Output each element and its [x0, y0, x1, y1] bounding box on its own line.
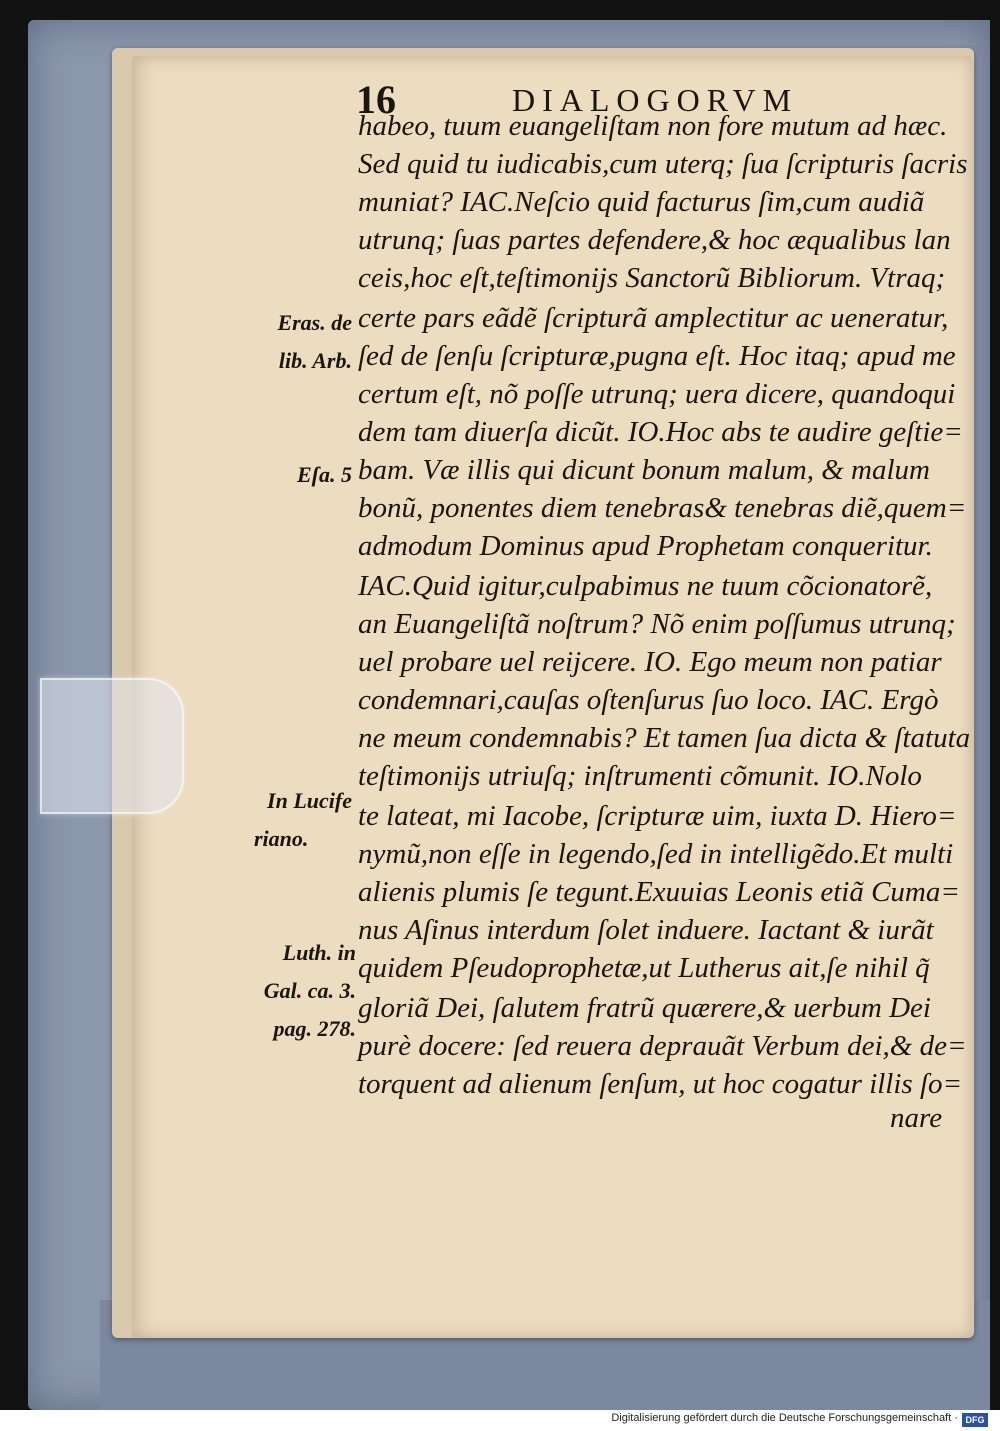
- text-line: ne meum condemnabis? Et tamen ſua dicta & ſtatuta: [358, 722, 971, 754]
- margin-note: lib. Arb.: [278, 348, 352, 373]
- text-line: ſed de ſenſu ſcripturæ,pugna eſt. Hoc itaq; apud me: [358, 340, 956, 372]
- running-head: DIALOGORVM: [512, 82, 799, 118]
- text-line: an Euangeliſtã noſtrum? Nõ enim poſſumus utrunq;: [358, 608, 956, 640]
- text-line: torquent ad alienum ſenſum, ut hoc cogatur illis ſo=: [358, 1068, 963, 1100]
- text-line: nus Aſinus interdum ſolet induere. Iactant & iurãt: [358, 914, 934, 946]
- text-line: bonũ, ponentes diem tenebras& tenebras diẽ,quem=: [358, 492, 967, 524]
- text-line: alienis plumis ſe tegunt.Exuuias Leonis etiã Cuma=: [358, 876, 960, 908]
- text-line: Sed quid tu iudicabis,cum uterq; ſua ſcripturis ſacris: [358, 148, 968, 180]
- text-line: utrunq; ſuas partes defendere,& hoc æqualibus lan: [358, 224, 951, 256]
- funding-notice: Digitalisierung gefördert durch die Deutsche Forschungsgemeinschaft ·: [611, 1412, 958, 1424]
- text-line: quidem Pſeudoprophetæ,ut Lutherus ait,ſe nihil q̃: [358, 952, 930, 984]
- text-line: admodum Dominus apud Prophetam conqueritur.: [358, 530, 933, 562]
- text-line: certe pars eãdẽ ſcripturã amplectitur ac ueneratur,: [358, 302, 949, 334]
- margin-note: Luth. in: [282, 940, 356, 965]
- text-line: condemnari,cauſas oſtenſurus ſuo loco. IAC. Ergò: [358, 684, 939, 716]
- margin-note: pag. 278.: [273, 1016, 356, 1041]
- text-line: uel probare uel reijcere. IO. Ego meum non patiar: [358, 646, 942, 678]
- margin-note: riano.: [254, 826, 309, 851]
- text-line: dem tam diuerſa dicũt. IO.Hoc abs te audire geſtie=: [358, 416, 963, 448]
- text-line: muniat? IAC.Neſcio quid facturus ſim,cum audiã: [358, 186, 925, 218]
- text-line: teſtimonijs utriuſq; inſtrumenti cõmunit. IO.Nolo: [358, 760, 922, 792]
- text-line: ceis,hoc eſt,teſtimonijs Sanctorũ Bibliorum. Vtraq;: [358, 262, 946, 294]
- catchword: nare: [890, 1102, 943, 1134]
- text-line: gloriã Dei, ſalutem fratrũ quærere,& uerbum Dei: [358, 992, 931, 1024]
- margin-note: Gal. ca. 3.: [263, 978, 356, 1003]
- margin-note: Eras. de: [277, 310, 352, 335]
- text-line: nymũ,non eſſe in legendo,ſed in intelligẽdo.Et multi: [358, 838, 954, 870]
- text-line: te lateat, mi Iacobe, ſcripturæ uim, iuxta D. Hiero=: [358, 800, 957, 832]
- text-line: certum eſt, nõ poſſe utrunq; uera dicere, quandoqui: [358, 378, 956, 410]
- dfg-logo: DFG: [962, 1413, 988, 1427]
- text-line: purè docere: ſed reuera deprauãt Verbum dei,& de=: [358, 1030, 967, 1062]
- margin-note: Eſa. 5: [297, 462, 352, 487]
- margin-note: In Lucife: [267, 788, 352, 813]
- text-line: IAC.Quid igitur,culpabimus ne tuum cõcionatorẽ,: [358, 570, 933, 602]
- text-line: bam. Væ illis qui dicunt bonum malum, & malum: [358, 454, 930, 486]
- page-number: 16: [356, 77, 396, 122]
- text-line: habeo, tuum euangeliſtam non fore mutum ad hæc.: [358, 110, 948, 142]
